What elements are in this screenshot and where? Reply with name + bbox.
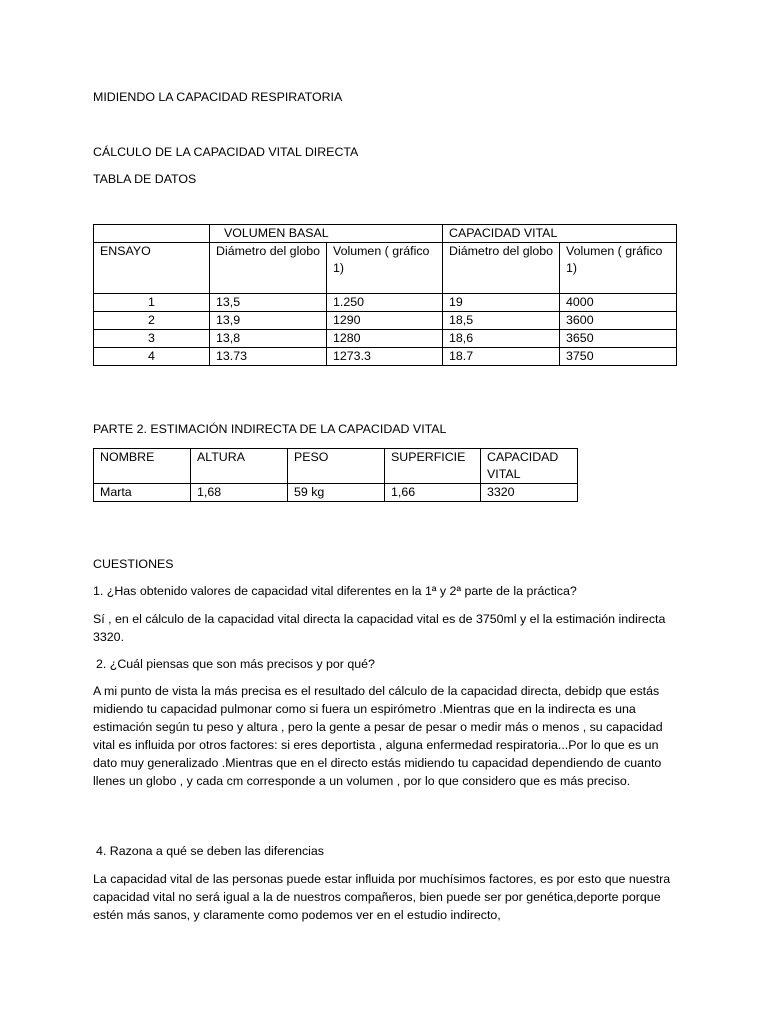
document-title: MIDIENDO LA CAPACIDAD RESPIRATORIA <box>93 90 343 104</box>
header-diametro-basal: Diámetro del globo <box>210 243 327 294</box>
cell-volumen-basal: 1290 <box>327 312 443 330</box>
cell-volumen-vital: 4000 <box>560 294 677 312</box>
section1-heading: CÁLCULO DE LA CAPACIDAD VITAL DIRECTA <box>93 145 359 159</box>
cell-ensayo: 2 <box>94 312 210 330</box>
cell-diametro-basal: 13,5 <box>210 294 327 312</box>
questions-heading: CUESTIONES <box>93 557 174 571</box>
answer-4: La capacidad vital de las personas puede estar influida por muchísimos factores, es por esto que nuestra capacidad vital no será igual a la de nuestros compañeros, bien puede ser por genética,deporte porque estén más sanos, y claramente como podemos ver en el estudio indirecto, <box>93 872 671 922</box>
cell-diametro-vital: 18.7 <box>443 348 560 366</box>
cell-diametro-vital: 18,6 <box>443 330 560 348</box>
header-diametro-vital: Diámetro del globo <box>443 243 560 294</box>
cell-ensayo: 4 <box>94 348 210 366</box>
group-header-capacidad-vital: CAPACIDAD VITAL <box>443 225 677 243</box>
cell-peso: 59 kg <box>288 484 385 502</box>
cell-ensayo: 1 <box>94 294 210 312</box>
table-column-header-row <box>94 243 677 294</box>
header-volumen-vital: Volumen ( gráfico 1) <box>560 243 677 294</box>
question-2: 2. ¿Cuál piensas que son más precisos y por qué? <box>96 657 375 671</box>
indirect-header-row <box>94 449 578 484</box>
empty-cell <box>94 225 210 243</box>
header-superficie: SUPERFICIE <box>385 449 481 484</box>
cell-superficie: 1,66 <box>385 484 481 502</box>
header-peso: PESO <box>288 449 385 484</box>
table-row <box>94 348 677 366</box>
cell-diametro-vital: 18,5 <box>443 312 560 330</box>
indirect-capacity-table <box>93 448 578 502</box>
table-group-header-row <box>94 225 677 243</box>
cell-diametro-basal: 13,9 <box>210 312 327 330</box>
cell-diametro-vital: 19 <box>443 294 560 312</box>
cell-nombre: Marta <box>94 484 191 502</box>
header-ensayo: ENSAYO <box>94 243 210 294</box>
header-capacidad-vital: CAPACIDAD VITAL <box>481 449 578 484</box>
question-1: 1. ¿Has obtenido valores de capacidad vital diferentes en la 1ª y 2ª parte de la práctica? <box>93 584 577 598</box>
group-header-volumen-basal: VOLUMEN BASAL <box>210 225 443 243</box>
cell-volumen-basal: 1273.3 <box>327 348 443 366</box>
cell-diametro-basal: 13,8 <box>210 330 327 348</box>
header-nombre: NOMBRE <box>94 449 191 484</box>
table-row <box>94 330 677 348</box>
answer-1: Sí , en el cálculo de la capacidad vital directa la capacidad vital es de 3750ml y el la estimación indirecta 3320. <box>93 612 666 644</box>
cell-volumen-basal: 1280 <box>327 330 443 348</box>
table-row <box>94 294 677 312</box>
cell-volumen-vital: 3650 <box>560 330 677 348</box>
header-altura: ALTURA <box>191 449 288 484</box>
cell-ensayo: 3 <box>94 330 210 348</box>
direct-capacity-table <box>93 224 677 366</box>
answer-2: A mi punto de vista la más precisa es el resultado del cálculo de la capacidad directa, debidp que estás midiendo tu capacidad pulmonar como si fuera un espirómetro .Mientras que en la indirecta es una estimación según tu peso y altura , pero la gente a pesar de pesar o medir más o menos , su capacidad vital es influida por otros factores: si eres deportista , alguna enfermedad respiratoria...Por lo que es un dato muy generalizado .Mientras que en el directo estás midiendo tu capacidad dependiendo de cuanto llenes un globo , y cada cm corresponde a un volumen , por lo que considero que es más preciso. <box>93 684 663 788</box>
cell-volumen-vital: 3750 <box>560 348 677 366</box>
cell-capacidad-vital: 3320 <box>481 484 578 502</box>
cell-diametro-basal: 13.73 <box>210 348 327 366</box>
cell-volumen-basal: 1.250 <box>327 294 443 312</box>
section2-heading: PARTE 2. ESTIMACIÓN INDIRECTA DE LA CAPACIDAD VITAL <box>93 422 447 436</box>
question-4: 4. Razona a qué se deben las diferencias <box>96 844 325 858</box>
cell-volumen-vital: 3600 <box>560 312 677 330</box>
indirect-data-row <box>94 484 578 502</box>
cell-altura: 1,68 <box>191 484 288 502</box>
header-volumen-basal: Volumen ( gráfico 1) <box>327 243 443 294</box>
table-label: TABLA DE DATOS <box>93 172 197 186</box>
table-row <box>94 312 677 330</box>
